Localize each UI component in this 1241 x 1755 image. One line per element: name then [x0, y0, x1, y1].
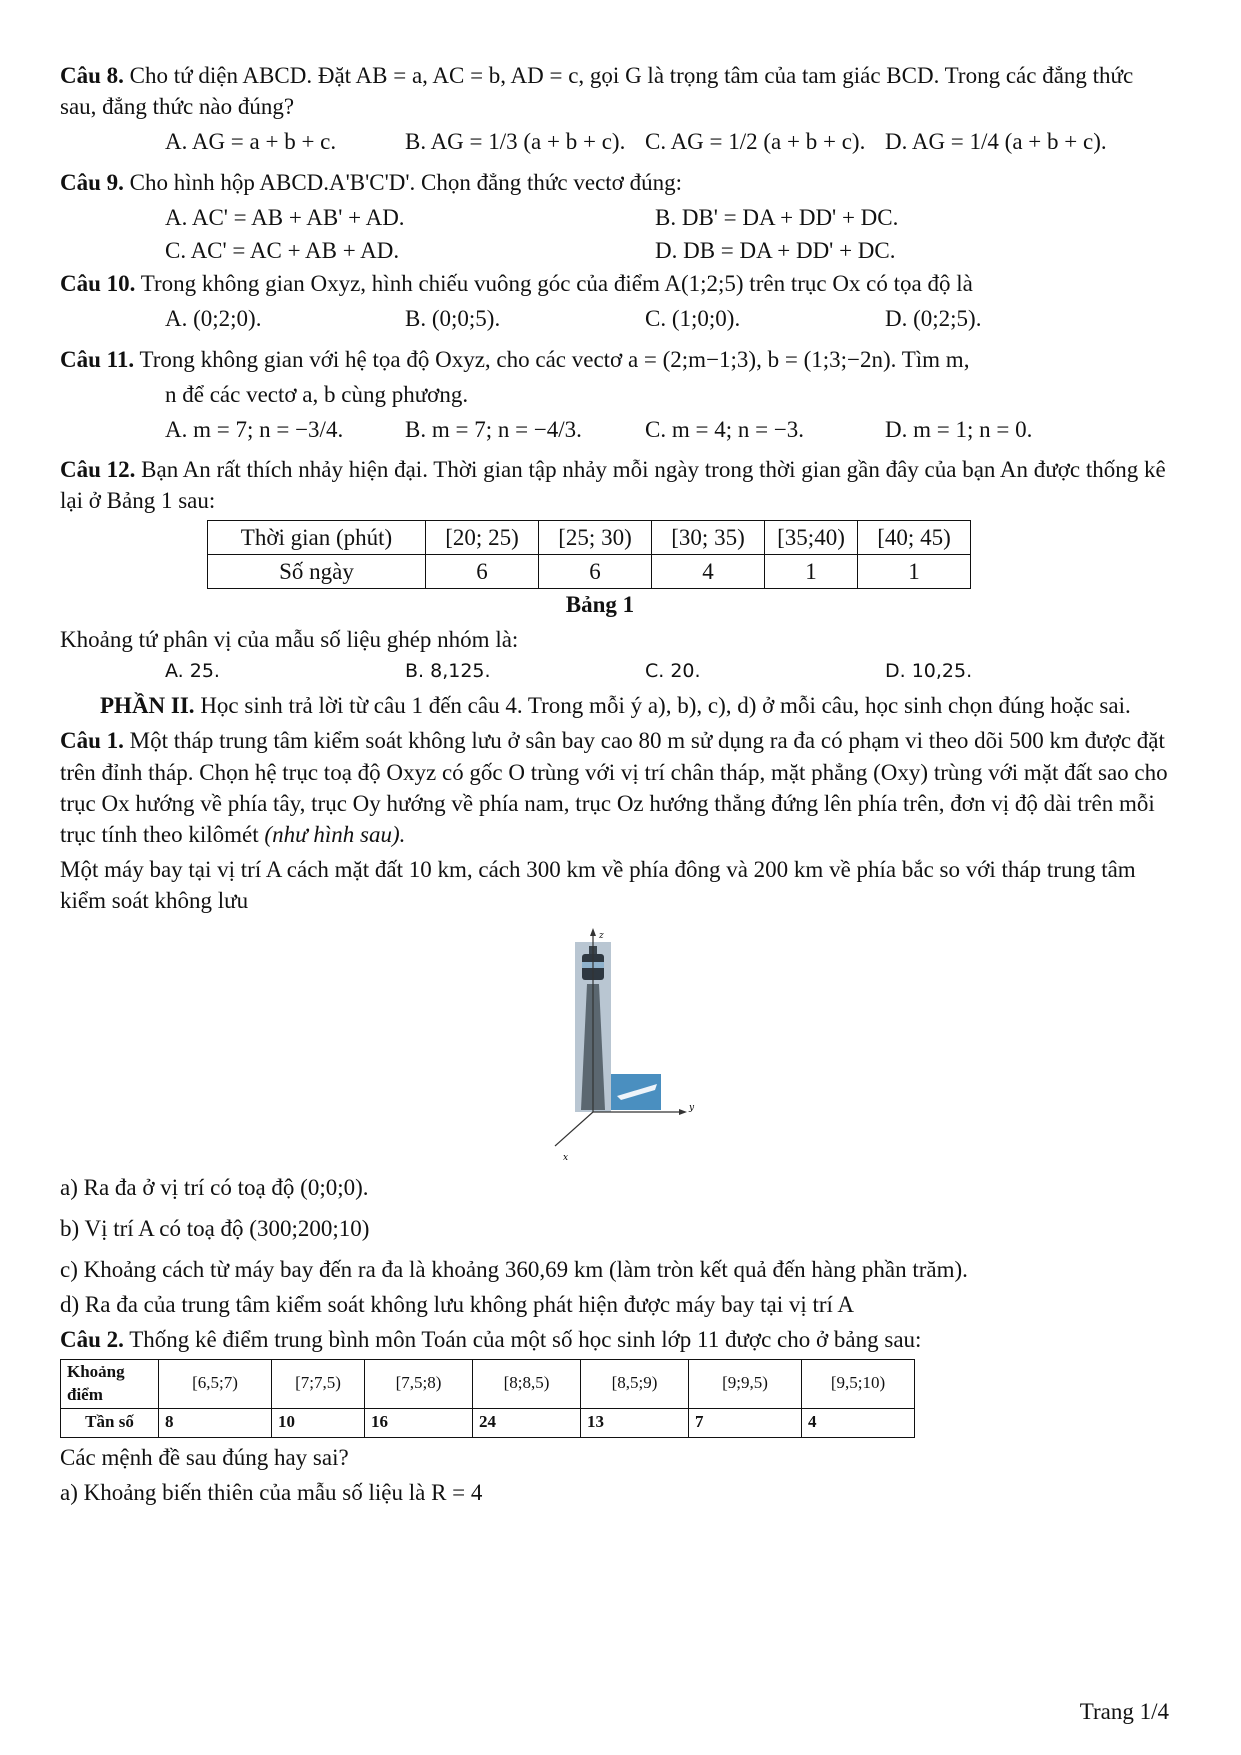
option-b: B. m = 7; n = −4/3. [405, 417, 582, 443]
option-a: A. m = 7; n = −3/4. [165, 417, 344, 443]
option-d: D. DB = DA + DD' + DC. [655, 238, 896, 264]
table-row [208, 554, 971, 588]
part2-question-1-context: Một máy bay tại vị trí A cách mặt đất 10 km, cách 300 km về phía đông và 200 km về phía bắc so với tháp trung tâm kiểm soát không lưu [60, 856, 1136, 913]
statement-a: a) Khoảng biến thiên của mẫu số liệu là R = 4 [60, 1479, 483, 1505]
table-cell: 10 [272, 1408, 365, 1437]
table-cell: 13 [581, 1408, 689, 1437]
question-10 [60, 268, 1170, 299]
table-cell: [7;7,5) [272, 1360, 365, 1409]
question-label: Câu 10. [60, 271, 136, 297]
options-q9-row1 [165, 202, 1170, 233]
table-row [61, 1408, 915, 1437]
question-text-italic: (như hình sau). [258, 821, 406, 847]
option-b: B. AG = 1/3 (a + b + c). [405, 129, 626, 155]
table-cell: [40; 45) [858, 520, 971, 554]
question-11 [60, 344, 1170, 375]
question-8 [60, 60, 1170, 122]
x-axis-label: x [563, 1152, 569, 1163]
table-cell: [7,5;8) [365, 1360, 473, 1409]
table-cell: [8,5;9) [581, 1360, 689, 1409]
option-b: B. 8,125. [405, 659, 491, 682]
table-header-row [61, 1360, 915, 1409]
table-cell: [9;9,5) [689, 1360, 802, 1409]
option-d: D. (0;2;5). [885, 306, 982, 332]
table-bang-1 [207, 520, 971, 589]
control-tower-figure [565, 924, 715, 1164]
table-cell: 1 [858, 554, 971, 588]
part2-question-2 [60, 1324, 1170, 1355]
table-caption: Bảng 1 [565, 591, 635, 617]
question-text: Bạn An rất thích nhảy hiện đại. Thời gian tập nhảy mỗi ngày trong thời gian gần đây của bạn An được thống kê lại ở Bảng 1 sau: [60, 456, 1166, 513]
question-text: Trong không gian Oxyz, hình chiếu vuông góc của điểm A(1;2;5) trên trục Ox có tọa độ là [135, 271, 973, 297]
question-label: Câu 11. [60, 347, 135, 373]
table-cell: [8;8,5) [473, 1360, 581, 1409]
question-text: Cho tứ diện ABCD. Đặt AB = a, AC = b, AD = c, gọi G là trọng tâm của tam giác BCD. Trong các đẳng thức sau, đẳng thức nào đúng? [60, 63, 1134, 120]
option-a: A. AG = a + b + c. [165, 129, 337, 155]
table-cell: Thời gian (phút) [208, 520, 426, 554]
question-label: Câu 2. [60, 1326, 124, 1352]
part2-question-1 [60, 725, 1170, 849]
question-label: Câu 1. [60, 728, 124, 754]
statement-d: d) Ra đa của trung tâm kiểm soát không lưu không phát hiện được máy bay tại vị trí A [60, 1291, 855, 1317]
z-axis-arrow [590, 928, 596, 936]
option-b: B. (0;0;5). [405, 306, 501, 332]
table-cell: [35;40) [765, 520, 858, 554]
table-cell: [9,5;10) [802, 1360, 915, 1409]
question-text: Trong không gian với hệ tọa độ Oxyz, cho các vectơ a = (2;m−1;3), b = (1;3;−2n). Tìm m, [134, 347, 970, 373]
statement-a: a) Ra đa ở vị trí có toạ độ (0;0;0). [60, 1174, 369, 1200]
option-c: C. 20. [645, 659, 701, 682]
table-cell: Tần số [61, 1408, 159, 1437]
y-axis-arrow [679, 1109, 687, 1115]
option-c: C. (1;0;0). [645, 306, 741, 332]
score-frequency-table [60, 1359, 915, 1438]
table-cell: 16 [365, 1408, 473, 1437]
question-12 [60, 454, 1170, 516]
question-text: Cho hình hộp ABCD.A'B'C'D'. Chọn đẳng thức vectơ đúng: [123, 170, 682, 196]
part-2-heading [100, 690, 1170, 721]
question-text: Thống kê điểm trung bình môn Toán của một số học sinh lớp 11 được cho ở bảng sau: [123, 1326, 922, 1352]
z-axis-label: z [599, 930, 604, 941]
options-q12 [165, 659, 1170, 685]
exam-page [60, 60, 1170, 1512]
table-cell: [6,5;7) [159, 1360, 272, 1409]
option-d: D. AG = 1/4 (a + b + c). [885, 129, 1107, 155]
table-cell: [25; 30) [539, 520, 652, 554]
table-cell: 6 [539, 554, 652, 588]
option-c: C. m = 4; n = −3. [645, 417, 805, 443]
options-q10 [165, 303, 1170, 334]
question-text: Một tháp trung tâm kiểm soát không lưu ở sân bay cao 80 m sử dụng ra đa có phạm vi theo dõi 500 km được đặt trên đỉnh tháp. Chọn hệ trục toạ độ Oxyz có gốc O trùng với vị trí chân tháp, mặt phẳng (Oxy) trùng với mặt đất sao cho trục Ox hướng về phía tây, trục Oy hướng về phía nam, trục Oz hướng thẳng đứng lên phía trên, đơn vị độ dài trên mỗi trục tính theo kilômét [60, 728, 1168, 847]
option-a: A. 25. [165, 659, 220, 682]
options-q9-row2 [165, 235, 1170, 266]
options-q8 [165, 126, 1170, 157]
question-12-prompt: Khoảng tứ phân vị của mẫu số liệu ghép nhóm là: [60, 626, 519, 652]
table-cell: [30; 35) [652, 520, 765, 554]
question-2-prompt: Các mệnh đề sau đúng hay sai? [60, 1444, 349, 1470]
question-label: Câu 9. [60, 170, 124, 196]
question-9 [60, 167, 1170, 198]
part-label: PHẦN II. [100, 693, 195, 719]
option-d: D. 10,25. [885, 659, 973, 682]
question-label: Câu 8. [60, 63, 124, 88]
table-cell: [20; 25) [426, 520, 539, 554]
coordinate-axes-figure [565, 924, 715, 1164]
table-cell: Khoảng điểm [61, 1360, 159, 1409]
y-axis-label: y [689, 1102, 695, 1113]
question-label: Câu 12. [60, 456, 136, 482]
table-cell: Số ngày [208, 554, 426, 588]
option-a: A. AC' = AB + AB' + AD. [165, 205, 405, 231]
table-cell: 4 [652, 554, 765, 588]
table-cell: 8 [159, 1408, 272, 1437]
table-header-row [208, 520, 971, 554]
page-number: Trang 1/4 [1079, 1699, 1169, 1724]
option-c: C. AC' = AC + AB + AD. [165, 238, 400, 264]
options-q11 [165, 414, 1170, 445]
table-cell: 7 [689, 1408, 802, 1437]
x-axis [555, 1112, 593, 1146]
table-cell: 24 [473, 1408, 581, 1437]
statement-c: c) Khoảng cách từ máy bay đến ra đa là khoảng 360,69 km (làm tròn kết quả đến hàng phần trăm). [60, 1256, 968, 1282]
option-d: D. m = 1; n = 0. [885, 417, 1033, 443]
table-cell: 6 [426, 554, 539, 588]
option-c: C. AG = 1/2 (a + b + c). [645, 129, 866, 155]
table-cell: 4 [802, 1408, 915, 1437]
option-b: B. DB' = DA + DD' + DC. [655, 205, 899, 231]
question-11-continued: n để các vectơ a, b cùng phương. [165, 382, 469, 408]
part-text: Học sinh trả lời từ câu 1 đến câu 4. Trong mỗi ý a), b), c), d) ở mỗi câu, học sinh chọn đúng hoặc sai. [194, 693, 1131, 719]
option-a: A. (0;2;0). [165, 306, 262, 332]
statement-b: b) Vị trí A có toạ độ (300;200;10) [60, 1215, 370, 1241]
table-cell: 1 [765, 554, 858, 588]
